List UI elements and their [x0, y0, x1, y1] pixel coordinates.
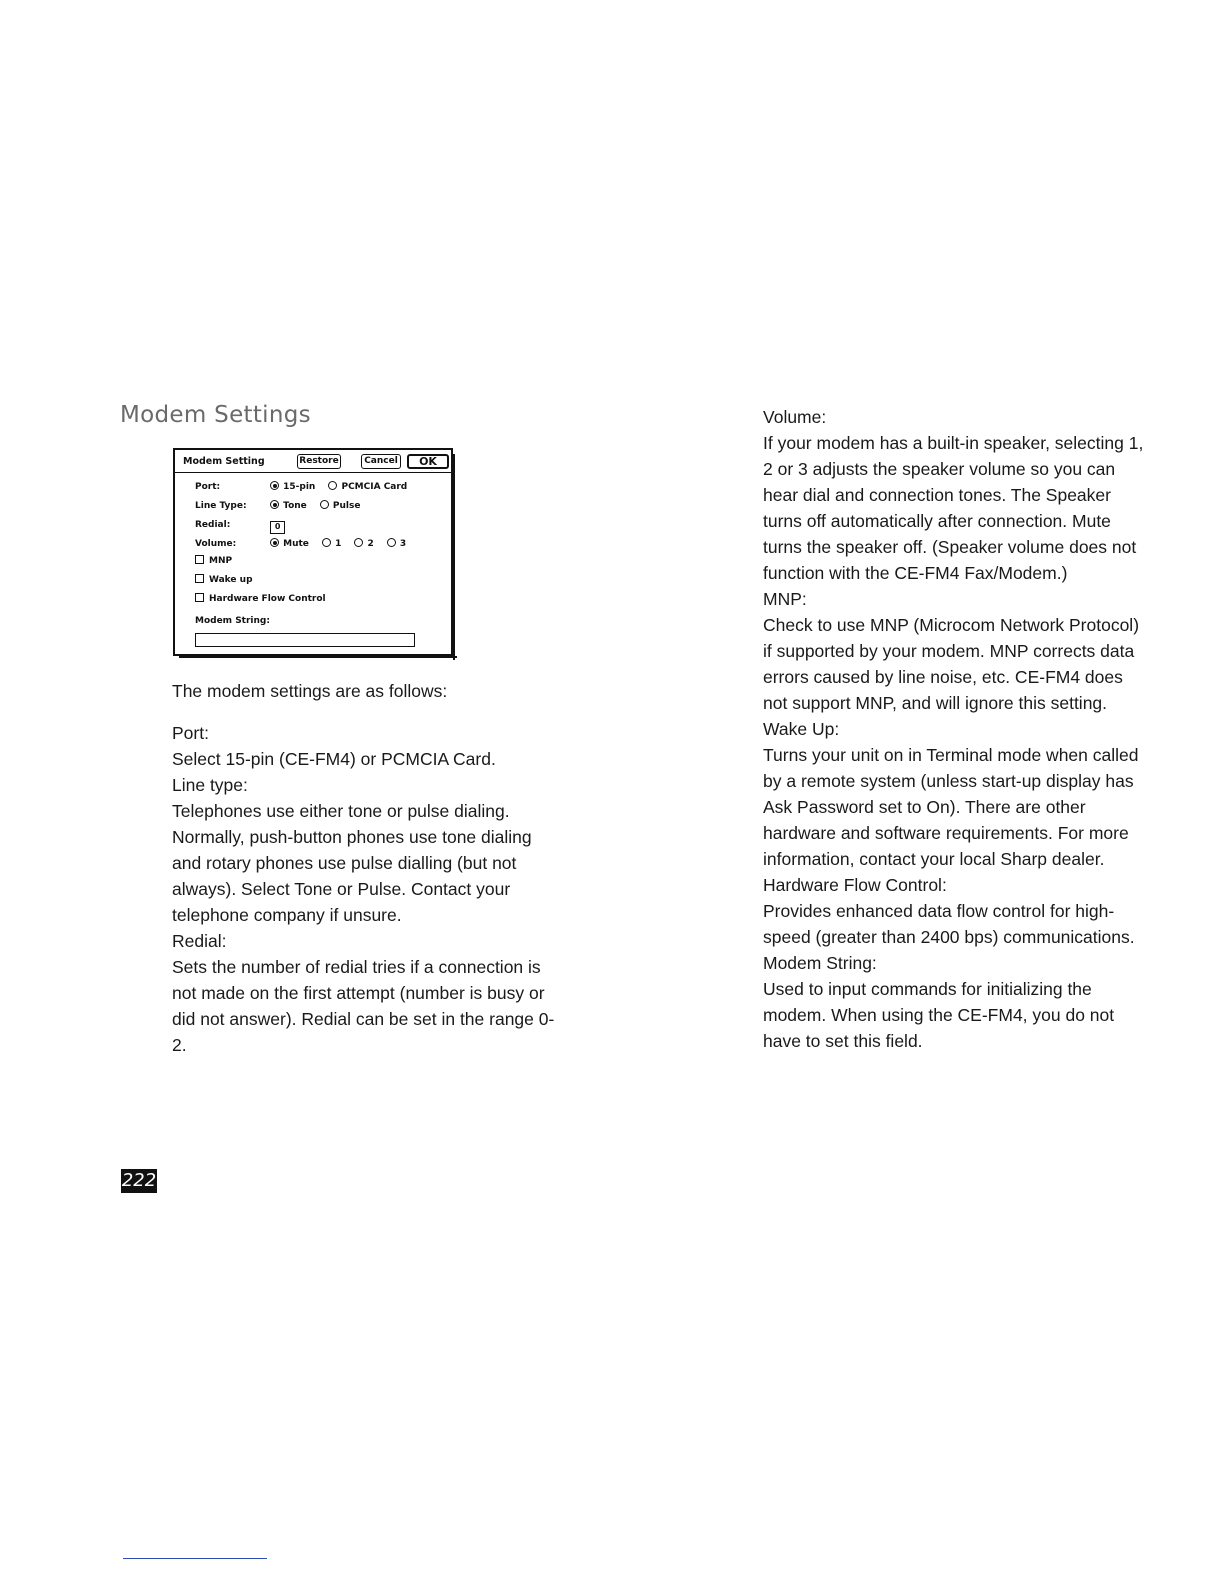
- port-row: [195, 480, 417, 494]
- definition-term: Volume:: [763, 407, 827, 427]
- definition-line: hardware and software requirements. For more: [763, 823, 1129, 843]
- definition-line: function with the CE-FM4 Fax/Modem.): [763, 563, 1068, 583]
- redial-label: Redial:: [195, 520, 231, 530]
- hardware-flow-checkbox-row[interactable]: [195, 592, 326, 606]
- line-type-option-pulse-label: Pulse: [332, 501, 361, 511]
- dialog-title: Modem Setting: [183, 456, 265, 467]
- left-column: [172, 720, 602, 1058]
- radio-unselected-icon[interactable]: [320, 500, 329, 509]
- dialog-shadow-right: [453, 454, 455, 660]
- right-column: [763, 404, 1203, 1054]
- hardware-flow-checkbox-label: Hardware Flow Control: [209, 594, 326, 604]
- line-type-label: Line Type:: [195, 501, 247, 511]
- definition-line: information, contact your local Sharp dealer.: [763, 849, 1105, 869]
- radio-unselected-icon[interactable]: [322, 538, 331, 547]
- definition-line: always). Select Tone or Pulse. Contact your: [172, 879, 511, 899]
- definition-line: by a remote system (unless start-up display has: [763, 771, 1134, 791]
- port-label: Port:: [195, 482, 221, 492]
- port-option-pcmcia[interactable]: [328, 482, 407, 492]
- definition-term: Wake Up:: [763, 719, 840, 739]
- dialog-divider: [175, 472, 451, 473]
- mnp-checkbox-row[interactable]: [195, 554, 232, 568]
- definition-term: Modem String:: [763, 953, 877, 973]
- volume-option-mute[interactable]: [270, 539, 309, 549]
- definition-line: Select 15-pin (CE-FM4) or PCMCIA Card.: [172, 749, 496, 769]
- intro-text: The modem settings are as follows:: [172, 681, 448, 701]
- definition-line: Sets the number of redial tries if a connection is: [172, 957, 541, 977]
- line-type-option-tone-label: Tone: [283, 501, 307, 511]
- definition-line: and rotary phones use pulse dialling (but not: [172, 853, 517, 873]
- definition-line: 2 or 3 adjusts the speaker volume so you can: [763, 459, 1116, 479]
- modem-string-label: Modem String:: [195, 616, 270, 626]
- footer-rule: [123, 1558, 267, 1559]
- volume-option-3[interactable]: [387, 539, 406, 549]
- definition-term: MNP:: [763, 589, 807, 609]
- volume-row: [195, 537, 416, 551]
- redial-stepper[interactable]: 0: [270, 521, 285, 534]
- radio-unselected-icon[interactable]: [387, 538, 396, 547]
- definition-line: Turns your unit on in Terminal mode when called: [763, 745, 1139, 765]
- definition-line: Ask Password set to On). There are other: [763, 797, 1086, 817]
- radio-unselected-icon[interactable]: [328, 481, 337, 490]
- definition-line: if supported by your modem. MNP corrects data: [763, 641, 1135, 661]
- definition-term: Redial:: [172, 931, 227, 951]
- definition-line: modem. When using the CE-FM4, you do not: [763, 1005, 1115, 1025]
- definition-line: Provides enhanced data flow control for high-: [763, 901, 1115, 921]
- definition-term: Port:: [172, 723, 209, 743]
- definition-term: Hardware Flow Control:: [763, 875, 947, 895]
- wake-up-checkbox-row[interactable]: [195, 573, 253, 587]
- modem-setting-dialog: [173, 448, 453, 656]
- line-type-option-pulse[interactable]: [320, 501, 361, 511]
- definition-line: hear dial and connection tones. The Speaker: [763, 485, 1111, 505]
- definition-line: telephone company if unsure.: [172, 905, 402, 925]
- volume-option-3-label: 3: [399, 539, 407, 549]
- definition-line: not made on the first attempt (number is busy or: [172, 983, 545, 1003]
- definition-line: Normally, push-button phones use tone dialing: [172, 827, 532, 847]
- port-option-pcmcia-label: PCMCIA Card: [341, 482, 408, 492]
- wake-up-checkbox-label: Wake up: [209, 575, 253, 585]
- definition-line: turns off automatically after connection. Mute: [763, 511, 1111, 531]
- wake-up-checkbox[interactable]: [195, 574, 204, 583]
- definition-term: Line type:: [172, 775, 248, 795]
- volume-option-2[interactable]: [354, 539, 373, 549]
- definition-line: speed (greater than 2400 bps) communications.: [763, 927, 1135, 947]
- port-option-15pin[interactable]: [270, 482, 315, 492]
- line-type-option-tone[interactable]: [270, 501, 307, 511]
- page-title: Modem Settings: [120, 402, 311, 428]
- volume-option-1[interactable]: [322, 539, 341, 549]
- restore-button[interactable]: Restore: [297, 454, 341, 469]
- dialog-shadow-bottom: [179, 656, 457, 658]
- radio-selected-icon[interactable]: [270, 500, 279, 509]
- definition-line: errors caused by line noise, etc. CE-FM4 does: [763, 667, 1123, 687]
- radio-unselected-icon[interactable]: [354, 538, 363, 547]
- definition-line: Used to input commands for initializing the: [763, 979, 1092, 999]
- redial-row: [195, 518, 285, 532]
- volume-option-2-label: 2: [367, 539, 374, 549]
- definition-line: did not answer). Redial can be set in the range 0-: [172, 1009, 555, 1029]
- mnp-checkbox[interactable]: [195, 555, 204, 564]
- modem-string-input[interactable]: [195, 633, 415, 647]
- definition-line: turns the speaker off. (Speaker volume does not: [763, 537, 1137, 557]
- cancel-button[interactable]: Cancel: [361, 454, 401, 469]
- volume-option-1-label: 1: [335, 539, 342, 549]
- definition-line: Check to use MNP (Microcom Network Protocol): [763, 615, 1140, 635]
- ok-button[interactable]: OK: [407, 454, 449, 469]
- page-number: 222: [121, 1170, 157, 1191]
- port-option-15pin-label: 15-pin: [283, 482, 316, 492]
- volume-label: Volume:: [195, 539, 237, 549]
- definition-line: 2.: [172, 1035, 187, 1055]
- line-type-row: [195, 499, 370, 513]
- definition-line: have to set this field.: [763, 1031, 923, 1051]
- mnp-checkbox-label: MNP: [209, 556, 233, 566]
- volume-option-mute-label: Mute: [283, 539, 309, 549]
- hardware-flow-checkbox[interactable]: [195, 593, 204, 602]
- definition-line: If your modem has a built-in speaker, selecting 1,: [763, 433, 1144, 453]
- definition-line: not support MNP, and will ignore this setting.: [763, 693, 1108, 713]
- radio-selected-icon[interactable]: [270, 538, 279, 547]
- definition-line: Telephones use either tone or pulse dialing.: [172, 801, 510, 821]
- radio-selected-icon[interactable]: [270, 481, 279, 490]
